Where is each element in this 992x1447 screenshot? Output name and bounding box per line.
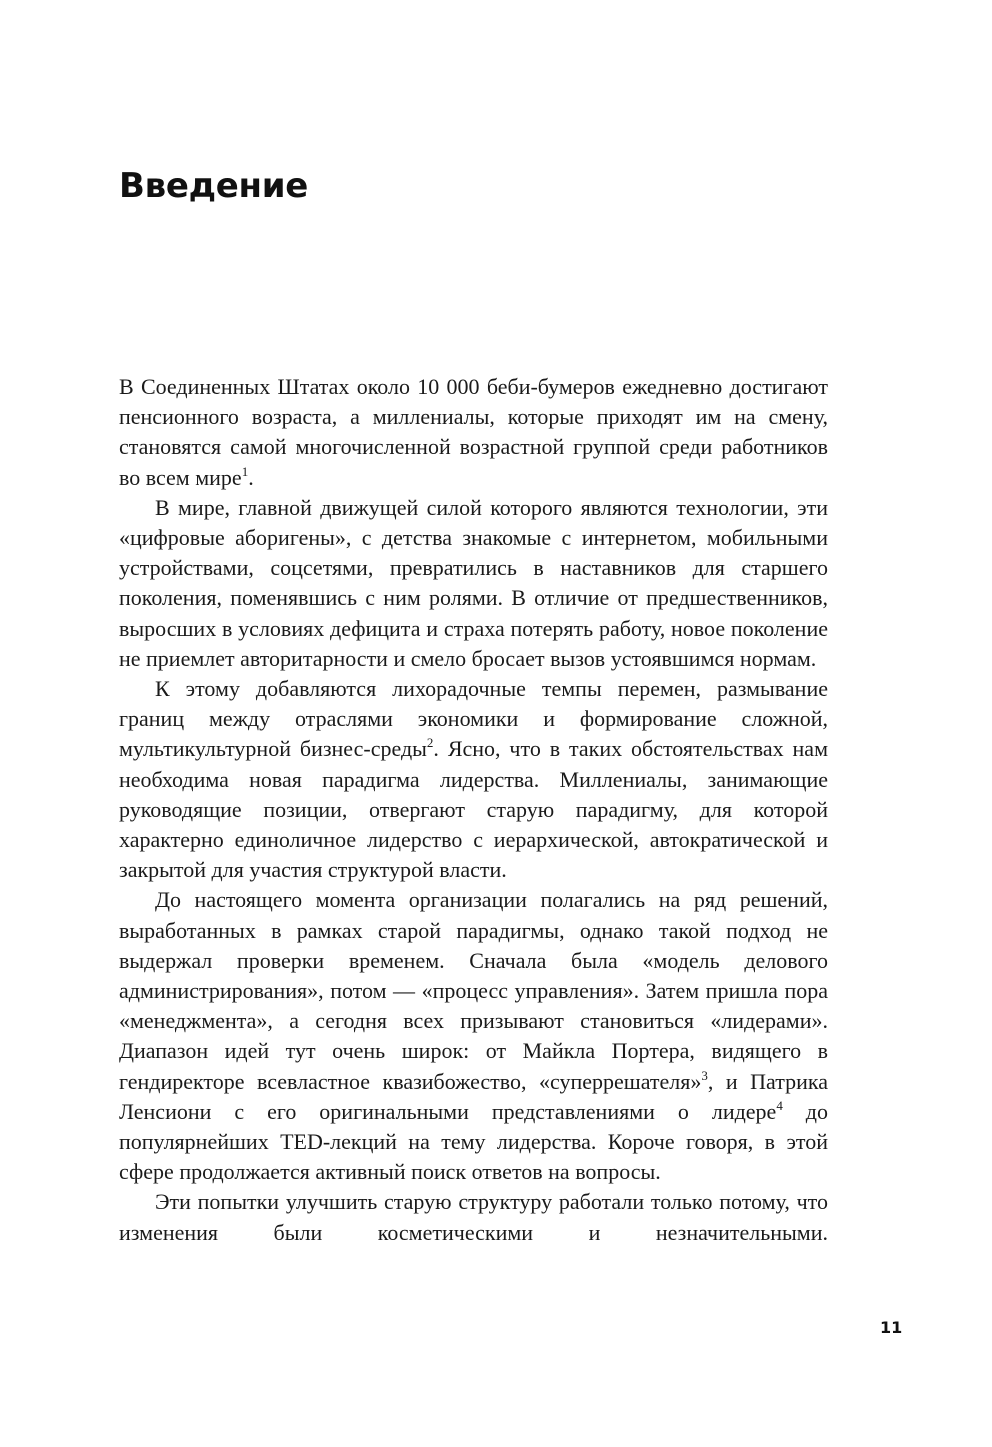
paragraph-text: До настоящего момента организации полагались на ряд решений, выработанных в рамках старой парадигмы, однако такой подход не выдержал проверки временем. Сначала была «модель делового администрирования», потом — «процесс управления». Затем пришла пора «менеджмента», а сегодня всех призывают становиться «лидерами». Диапазон идей тут очень широк: от Майкла Портера, видящего в гендиректоре всевластное квазибожество, «суперрешателя» xyxy=(119,887,828,1094)
paragraph-1 xyxy=(119,372,828,493)
paragraph-text: , и Патрика Ленсиони с его оригинальными представлениями о лидере xyxy=(119,1068,828,1124)
footnote-ref-3: 3 xyxy=(701,1067,708,1083)
footnote-ref-2: 2 xyxy=(426,735,434,751)
paragraph-5 xyxy=(119,1187,828,1247)
footnote-ref-1: 1 xyxy=(241,463,249,479)
paragraph-text: . Ясно, что в таких обстоятельствах нам необходима новая парадигма лидерства. Миллениалы, занимающие руководящие позиции, отвергают старую парадигму, для которой характерно единоличное лидерство с иерархической, автократической и закрытой для участия структурой власти. xyxy=(119,736,828,883)
paragraph-3 xyxy=(119,674,828,885)
paragraph-text: Эти попытки улучшить старую структуру работали только потому, что изменения были косметическими и незначительными. xyxy=(119,1189,828,1245)
paragraph-4 xyxy=(119,885,828,1187)
paragraph-text: В Соединенных Штатах около 10 000 беби-бумеров ежедневно достигают пенсионного возраста, а миллениалы, которые приходят им на смену, становятся самой многочисленной возрастной группой среди работников во всем мире xyxy=(119,374,828,490)
paragraph-text: В мире, главной движущей силой которого являются технологии, эти «цифровые аборигены», с детства знакомые с интернетом, мобильными устройствами, соцсетями, превратились в наставников для старшего поколения, поменявшись с ним ролями. В отличие от предшественников, выросших в условиях дефицита и страха потерять работу, новое поколение не приемлет авторитарности и смело бросает вызов устоявшимся нормам. xyxy=(119,494,828,671)
body-text xyxy=(119,372,828,1248)
paragraph-text: К этому добавляются лихорадочные темпы перемен, размывание границ между отраслями экономики и формирование сложной, мультикультурной бизнес-среды xyxy=(119,676,828,762)
page-number: 11 xyxy=(880,1318,903,1337)
chapter-title: Введение xyxy=(119,166,308,206)
paragraph-text: . xyxy=(248,464,254,490)
paragraph-text: до популярнейших TED-лекций на тему лидерства. Короче говоря, в этой сфере продолжается активный поиск ответов на вопросы. xyxy=(119,1098,828,1185)
footnote-ref-4: 4 xyxy=(776,1097,783,1113)
paragraph-2 xyxy=(119,493,828,674)
